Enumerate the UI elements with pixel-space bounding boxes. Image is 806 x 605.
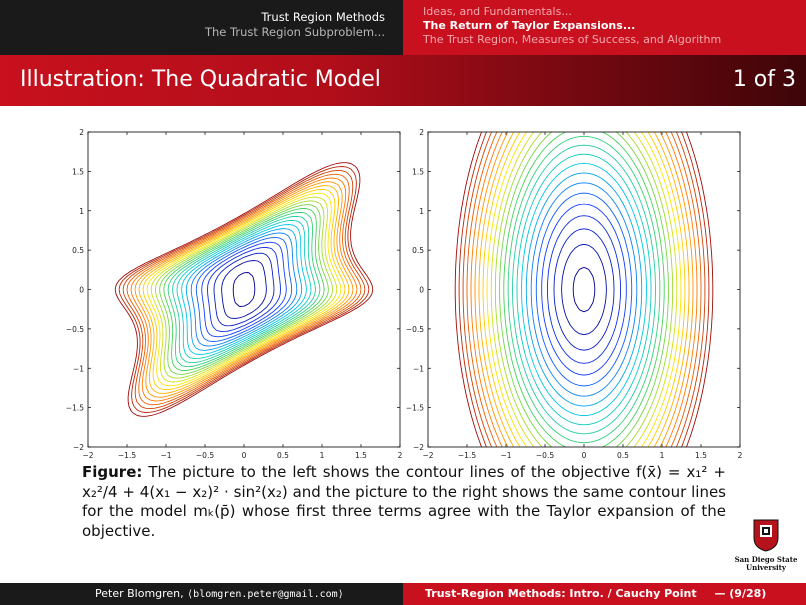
contour-level (504, 132, 664, 447)
contour-level (164, 209, 324, 371)
y-tick-label: 0.5 (72, 246, 84, 256)
contour-level (471, 132, 697, 447)
slide-counter: 1 of 3 (732, 67, 796, 92)
y-tick-label: 1.5 (72, 167, 84, 177)
footer-talk-block (403, 583, 806, 605)
x-tick-label: 1.5 (355, 451, 367, 460)
contour-plot-objective (66, 128, 403, 460)
header-section[interactable]: Trust Region Methods (261, 10, 385, 24)
contour-level (123, 170, 365, 408)
contour-level (233, 273, 255, 307)
x-tick-label: 0 (581, 451, 587, 460)
y-tick-label: 0 (79, 285, 84, 295)
contour-level (151, 197, 337, 382)
footer-talk[interactable]: Trust-Region Methods: Intro. / Cauchy Point (425, 587, 697, 600)
contour-level (483, 132, 685, 447)
contour-level (160, 205, 329, 375)
contour-level (479, 132, 689, 447)
x-tick-label: −1 (500, 451, 512, 460)
header-subsection[interactable]: The Trust Region Subproblem... (204, 25, 385, 39)
contour-level (455, 132, 713, 447)
contour-level (127, 174, 361, 404)
nav-item-ideas[interactable]: Ideas, and Fundamentals... (423, 5, 572, 18)
y-tick-label: 1.5 (412, 167, 424, 177)
contour-level (522, 163, 647, 415)
y-tick-label: −1 (72, 364, 84, 374)
y-tick-label: −2 (72, 443, 84, 452)
nav-item-taylor[interactable]: The Return of Taylor Expansions... (423, 19, 636, 32)
contour-level (531, 183, 637, 396)
nav-item-trust-region[interactable]: The Trust Region, Measures of Success, and Algorithm (423, 33, 722, 46)
y-tick-label: −0.5 (65, 324, 84, 334)
x-tick-label: −2 (82, 451, 94, 460)
contour-level (554, 229, 614, 350)
footer-page[interactable]: — (9/28) (714, 587, 767, 600)
y-tick-label: −0.5 (405, 324, 424, 334)
y-tick-label: 1 (79, 206, 84, 216)
contour-level (214, 253, 274, 326)
x-tick-label: −0.5 (535, 451, 555, 460)
footer-author-block (0, 583, 403, 605)
y-tick-label: 2 (79, 128, 84, 137)
x-tick-label: 2 (737, 451, 743, 460)
footer-email[interactable]: ⟨blomgren.peter@gmail.com⟩ (187, 589, 344, 600)
x-tick-label: 0.5 (277, 451, 289, 460)
y-tick-label: −1 (412, 364, 424, 374)
contour-lines (115, 163, 373, 417)
contour-plot-model (406, 128, 743, 460)
contour-level (459, 132, 709, 447)
contour-level (526, 173, 641, 406)
y-tick-label: −1.5 (405, 403, 424, 413)
footer-author: Peter Blomgren, (95, 587, 184, 600)
university-logo (733, 518, 799, 572)
contour-level (168, 212, 320, 366)
plot-frame (88, 132, 400, 447)
x-tick-label: −0.5 (195, 451, 215, 460)
contour-level (513, 145, 656, 434)
x-tick-label: −1.5 (457, 451, 477, 460)
contour-level (475, 132, 693, 447)
x-tick-label: 0 (241, 451, 247, 460)
aztec-shield-icon (752, 518, 780, 552)
contour-level (491, 132, 677, 447)
x-tick-label: 1 (659, 451, 665, 460)
caption-label: Figure: (82, 463, 143, 481)
x-tick-label: 0.5 (617, 451, 629, 460)
slide-title: Illustration: The Quadratic Model (20, 67, 381, 92)
x-tick-label: 2 (397, 451, 403, 460)
contour-level (487, 132, 681, 447)
contour-level (536, 193, 631, 386)
x-tick-label: 1 (319, 451, 325, 460)
x-tick-label: 1.5 (695, 451, 707, 460)
contour-level (548, 216, 621, 364)
contour-level (517, 154, 651, 425)
logo-line-1: San Diego State (734, 555, 798, 564)
logo-line-2: University (746, 563, 786, 572)
contour-level (562, 244, 607, 334)
contour-level (222, 261, 267, 319)
y-tick-label: 1 (419, 206, 424, 216)
contour-lines (455, 132, 713, 447)
figure-caption (82, 463, 726, 541)
x-tick-label: −1.5 (117, 451, 137, 460)
y-tick-label: −2 (412, 443, 424, 452)
contour-level (573, 267, 595, 312)
y-tick-label: 0.5 (412, 246, 424, 256)
caption-text: The picture to the left shows the contour lines of the objective f(x̄) = x₁² + x₂²/4 + 4(x₁ − x₂)² · sin²(x₂) and the picture to the right shows the same contour lines for the model mₖ(p̄) whose first three terms agree with the Taylor expansion of the objective. (82, 463, 726, 540)
y-tick-label: 2 (419, 128, 424, 137)
contour-level (119, 167, 369, 413)
x-tick-label: −2 (422, 451, 434, 460)
y-tick-label: −1.5 (65, 403, 84, 413)
x-tick-label: −1 (160, 451, 172, 460)
y-tick-label: 0 (419, 285, 424, 295)
contour-level (467, 132, 701, 447)
